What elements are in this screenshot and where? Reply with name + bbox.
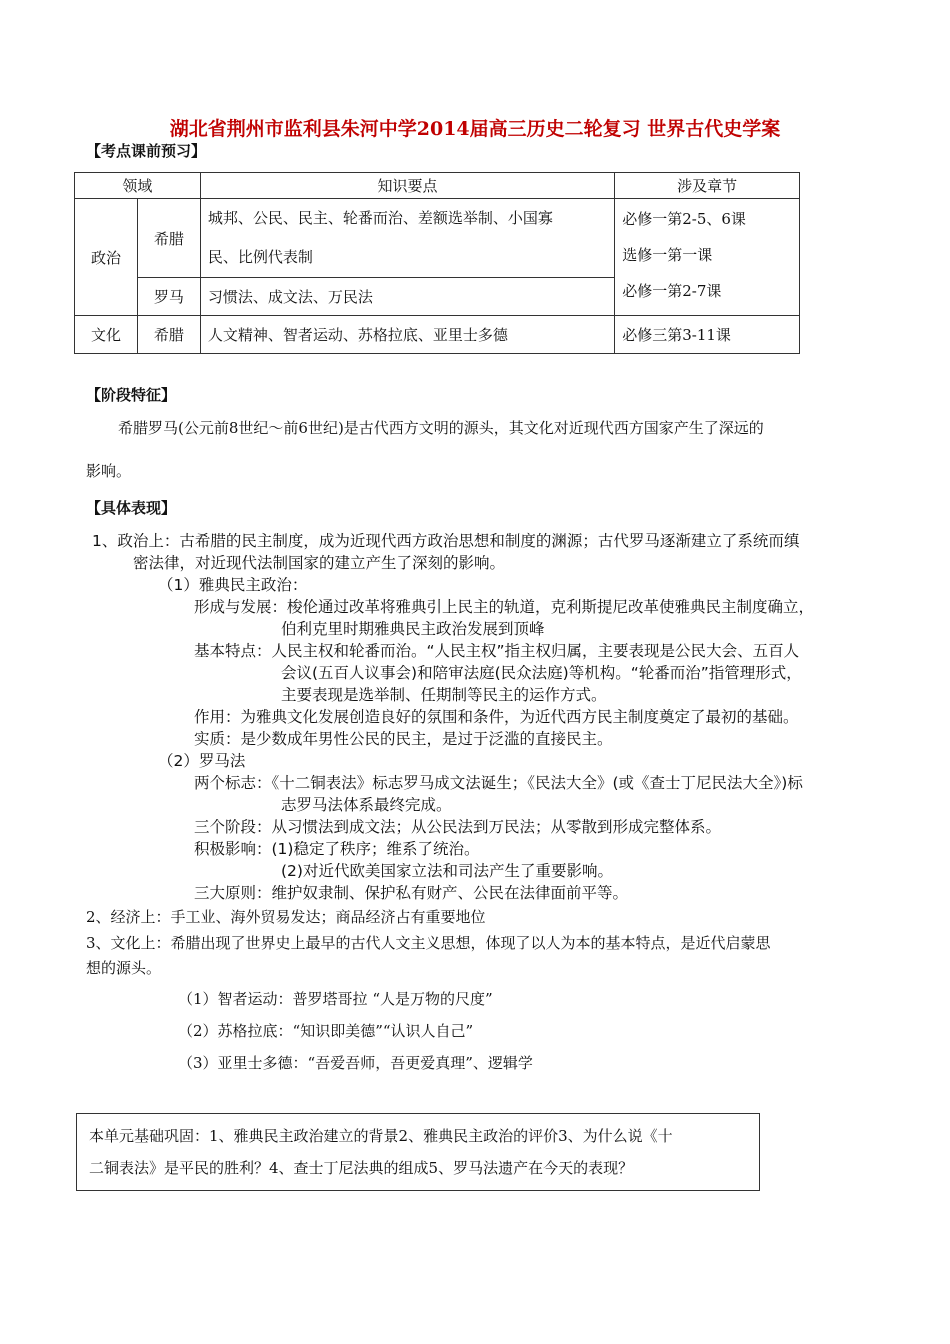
rome-law-heading: （2）罗马法	[158, 752, 246, 770]
economy-line: 2、经济上：手工业、海外贸易发达；商品经济占有重要地位	[86, 908, 486, 926]
rome-law-line: 三大原则：维护奴隶制、保护私有财产、公民在法律面前平等。	[194, 884, 629, 902]
greece-politics-cell	[200, 199, 614, 278]
culture-item: （1）智者运动：普罗塔哥拉 “人是万物的尺度”	[178, 990, 493, 1008]
rome-law-line: 三个阶段：从习惯法到成文法；从公民法到万民法；从零散到形成完整体系。	[194, 818, 722, 836]
field-politics: 政治	[75, 199, 138, 316]
culture-item: （3）亚里士多德：“吾爱吾师，吾更爱真理”、逻辑学	[178, 1054, 533, 1072]
chapter-item: 选修一第一课	[622, 246, 713, 264]
stage-heading: 【阶段特征】	[86, 386, 177, 404]
athens-line: 会议(五百人议事会)和陪审法庭(民众法庭)等机构。“轮番而治”指管理形式，	[281, 664, 802, 682]
rome-law-line: 志罗马法体系最终完成。	[281, 796, 452, 814]
header-chapters: 涉及章节	[615, 173, 800, 199]
rome-law-line: 两个标志：《十二铜表法》标志罗马成文法诞生；《民法大全》(或《查士丁尼民法大全》)标	[194, 774, 803, 792]
page-title: 湖北省荆州市监利县朱河中学2014届高三历史二轮复习 世界古代史学案	[169, 118, 781, 140]
rome-law-line: 积极影响：(1)稳定了秩序；维系了统治。	[194, 840, 480, 858]
athens-line: 伯利克里时期雅典民主政治发展到顶峰	[281, 620, 545, 638]
politics-line: 1、政治上：古希腊的民主制度，成为近现代西方政治思想和制度的渊源；古代罗马逐渐建立了系统而缜	[92, 532, 800, 550]
athens-line: 实质：是少数成年男性公民的民主，是过于泛滥的直接民主。	[194, 730, 613, 748]
field-culture: 文化	[75, 316, 138, 354]
athens-line: 作用：为雅典文化发展创造良好的氛围和条件，为近代西方民主制度奠定了最初的基础。	[194, 708, 799, 726]
region-greece-culture: 希腊	[137, 316, 200, 354]
header-knowledge: 知识要点	[200, 173, 614, 199]
review-line1: 本单元基础巩固：1、雅典民主政治建立的背景2、雅典民主政治的评价3、为什么说《十	[89, 1127, 673, 1145]
stage-para-line2: 影响。	[86, 462, 132, 480]
greece-culture: 人文精神、智者运动、苏格拉底、亚里士多德	[200, 316, 614, 354]
region-rome: 罗马	[137, 278, 200, 316]
athens-line: 基本特点：人民主权和轮番而治。“人民主权”指主权归属，主要表现是公民大会、五百人	[194, 642, 800, 660]
chapter-item: 必修一第2-5、6课	[622, 210, 746, 228]
politics-line: 密法律，对近现代法制国家的建立产生了深刻的影响。	[133, 554, 506, 572]
review-line2: 二铜表法》是平民的胜利？4、查士丁尼法典的组成5、罗马法遗产在今天的表现？	[89, 1159, 634, 1177]
knowledge-table	[74, 172, 800, 354]
preview-heading: 【考点课前预习】	[86, 142, 207, 160]
review-box	[76, 1113, 760, 1191]
greece-politics-line1: 城邦、公民、民主、轮番而治、差额选举制、小国寡	[207, 209, 553, 227]
culture-line2: 想的源头。	[86, 959, 162, 977]
chapters-politics	[615, 199, 800, 316]
athens-heading: （1）雅典民主政治：	[158, 576, 308, 594]
region-greece: 希腊	[137, 199, 200, 278]
rome-politics: 习惯法、成文法、万民法	[200, 278, 614, 316]
concrete-heading: 【具体表现】	[86, 499, 177, 517]
header-field: 领域	[75, 173, 201, 199]
athens-line: 主要表现是选举制、任期制等民主的运作方式。	[281, 686, 607, 704]
athens-line: 形成与发展：梭伦通过改革将雅典引上民主的轨道，克利斯提尼改革使雅典民主制度确立，	[194, 598, 815, 616]
chapter-item: 必修一第2-7课	[622, 282, 722, 300]
rome-law-line: (2)对近代欧美国家立法和司法产生了重要影响。	[281, 862, 613, 880]
stage-para-line1: 希腊罗马(公元前8世纪～前6世纪)是古代西方文明的源头，其文化对近现代西方国家产生了深远的	[118, 419, 764, 437]
chapters-culture: 必修三第3-11课	[615, 316, 800, 354]
culture-line1: 3、文化上：希腊出现了世界史上最早的古代人文主义思想，体现了以人为本的基本特点，是近代启蒙思	[86, 934, 771, 952]
greece-politics-line2: 民、比例代表制	[207, 248, 313, 266]
culture-item: （2）苏格拉底：“知识即美德”“认识人自己”	[178, 1022, 474, 1040]
